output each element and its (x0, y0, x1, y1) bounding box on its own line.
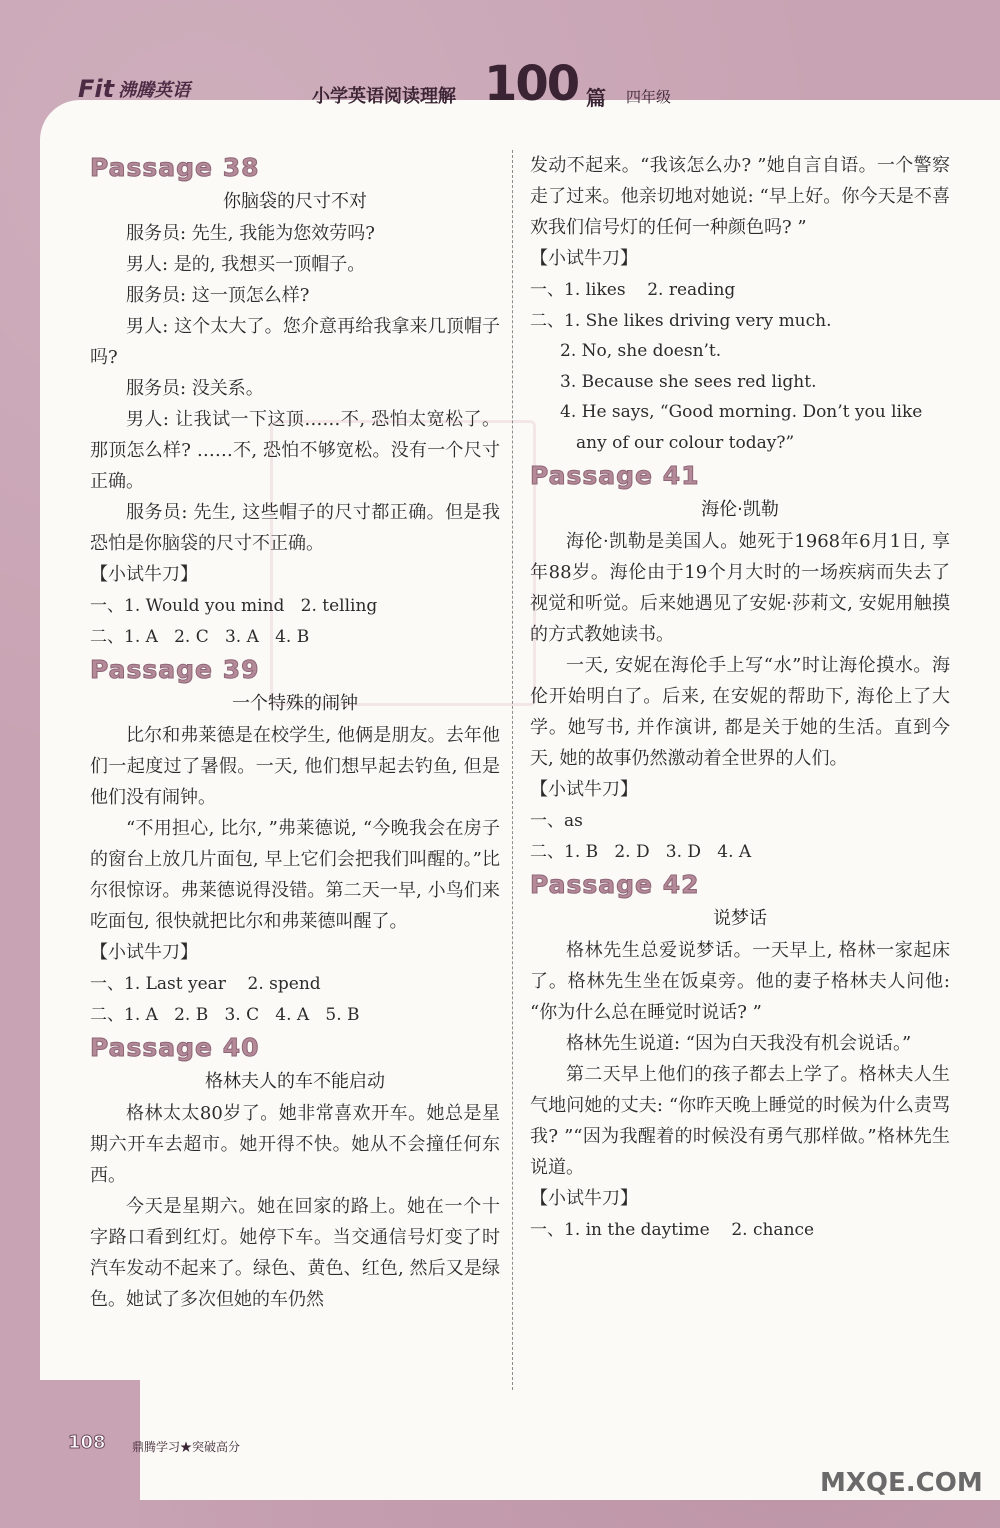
left-column (90, 150, 500, 1315)
passage-39-title: Passage 39 (90, 655, 260, 684)
passage-42-paragraph: 格林先生说道: “因为白天我没有机会说话。” (566, 1033, 912, 1054)
footer-slogan: 鼎腾学习★突破高分 (132, 1440, 241, 1454)
answer-line: 二、1. B 2. D 3. D 4. A (530, 841, 752, 862)
passage-41-paragraph: 一天, 安妮在海伦手上写“水”时让海伦摸水。海伦开始明白了。后来, 在安妮的帮助下, 海伦上了大学。她写书, 并作演讲, 都是关于她的生活。直到今天, 她的故事仍然激动着全世界的人们。 (530, 655, 950, 769)
passage-40-paragraph: 格林太太80岁了。她非常喜欢开车。她总是星期六开车去超市。她开得不快。她从不会撞任何东西。 (90, 1103, 500, 1186)
brand-logo (78, 72, 190, 106)
answer-line: 一、1. Would you mind 2. telling (90, 596, 378, 616)
passage-39-subtitle: 一个特殊的闹钟 (232, 693, 358, 714)
exercise-heading: 【小试牛刀】 (90, 564, 198, 585)
answer-line: 一、as (530, 811, 583, 831)
passage-39-paragraph: 比尔和弗莱德是在校学生, 他俩是朋友。去年他们一起度过了暑假。一天, 他们想早起去钓鱼, 但是他们没有闹钟。 (90, 725, 500, 808)
passage-38-line: 男人: 是的, 我想买一顶帽子。 (126, 254, 366, 275)
passage-40-subtitle: 格林夫人的车不能启动 (205, 1071, 385, 1092)
answer-line: 2. No, she doesn’t. (560, 341, 722, 361)
passage-40-continued: 发动不起来。“我该怎么办? ”她自言自语。一个警察走了过来。他亲切地对她说: “早上好。你今天是不喜欢我们信号灯的任何一种颜色吗? ” (530, 155, 950, 238)
exercise-heading: 【小试牛刀】 (530, 779, 638, 800)
site-watermark: MXQE.COM (820, 1468, 983, 1498)
answer-line: 一、1. in the daytime 2. chance (530, 1220, 815, 1240)
passage-42-paragraph: 第二天早上他们的孩子都去上学了。格林夫人生气地问她的丈夫: “你昨天晚上睡觉的时候为什么责骂我? ”“因为我醒着的时候没有勇气那样做。”格林先生说道。 (530, 1064, 950, 1178)
passage-42-subtitle: 说梦话 (713, 908, 767, 929)
exercise-heading: 【小试牛刀】 (90, 942, 198, 963)
exercise-heading: 【小试牛刀】 (530, 1188, 638, 1209)
passage-40-paragraph: 今天是星期六。她在回家的路上。她在一个十字路口看到红灯。她停下车。当交通信号灯变了时汽车发动不起来了。绿色、黄色、红色, 然后又是绿色。她试了多次但她的车仍然 (90, 1196, 500, 1310)
page-number: 108 (68, 1432, 106, 1453)
logo-brand-text: 沸腾英语 (118, 80, 191, 101)
book-title: 小学英语阅读理解 (312, 86, 456, 107)
passage-38-line: 服务员: 先生, 我能为您效劳吗? (126, 223, 375, 244)
column-divider (512, 150, 513, 1390)
passage-38-line: 服务员: 先生, 这些帽子的尺寸都正确。但是我恐怕是你脑袋的尺寸不正确。 (90, 502, 500, 554)
passage-39-paragraph: “不用担心, 比尔, ”弗莱德说, “今晚我会在房子的窗台上放几片面包, 早上它们会把我们叫醒的。”比尔很惊讶。弗莱德说得没错。第二天一早, 小鸟们来吃面包, 很快就把比尔和弗莱德叫醒了。 (90, 818, 500, 932)
right-column (530, 150, 950, 1246)
answer-line: any of our colour today?” (576, 432, 795, 453)
passage-38-line: 男人: 这个太大了。您介意再给我拿来几顶帽子吗? (90, 316, 500, 368)
answer-line: 一、1. Last year 2. spend (90, 974, 321, 994)
answer-line: 4. He says, “Good morning. Don’t you like (560, 402, 923, 422)
passage-40-title: Passage 40 (90, 1033, 260, 1062)
answer-line: 二、1. A 2. C 3. A 4. B (90, 626, 310, 647)
grade-label: 四年级 (626, 88, 672, 106)
answer-line: 一、1. likes 2. reading (530, 280, 736, 300)
passage-38-title: Passage 38 (90, 153, 260, 182)
passage-41-paragraph: 海伦·凯勒是美国人。她死于1968年6月1日, 享年88岁。海伦由于19个月大时的一场疾病而失去了视觉和听觉。后来她遇见了安妮·莎莉文, 安妮用触摸的方式教她读书。 (530, 531, 950, 645)
passage-38-line: 男人: 让我试一下这顶……不, 恐怕太宽松了。那顶怎么样? ……不, 恐怕不够宽松。没有一个尺寸正确。 (90, 409, 500, 492)
passage-42-paragraph: 格林先生总爱说梦话。一天早上, 格林一家起床了。格林先生坐在饭桌旁。他的妻子格林夫人问他: “你为什么总在睡觉时说话? ” (530, 940, 950, 1023)
passage-38-line: 服务员: 没关系。 (126, 378, 264, 399)
exercise-heading: 【小试牛刀】 (530, 248, 638, 269)
passage-38-subtitle: 你脑袋的尺寸不对 (223, 191, 367, 212)
passage-41-subtitle: 海伦·凯勒 (701, 499, 779, 520)
book-title-number: 100 (484, 56, 579, 112)
passage-41-title: Passage 41 (530, 461, 700, 490)
answer-line: 3. Because she sees red light. (560, 371, 817, 392)
page-corner-decoration (0, 1380, 140, 1528)
passage-38-line: 服务员: 这一顶怎么样? (126, 285, 310, 306)
answer-line: 二、1. A 2. B 3. C 4. A 5. B (90, 1004, 360, 1025)
book-title-suffix: 篇 (586, 86, 606, 110)
logo-fit-text: Fit (78, 75, 115, 103)
answer-line: 二、1. She likes driving very much. (530, 310, 832, 331)
passage-42-title: Passage 42 (530, 870, 700, 899)
